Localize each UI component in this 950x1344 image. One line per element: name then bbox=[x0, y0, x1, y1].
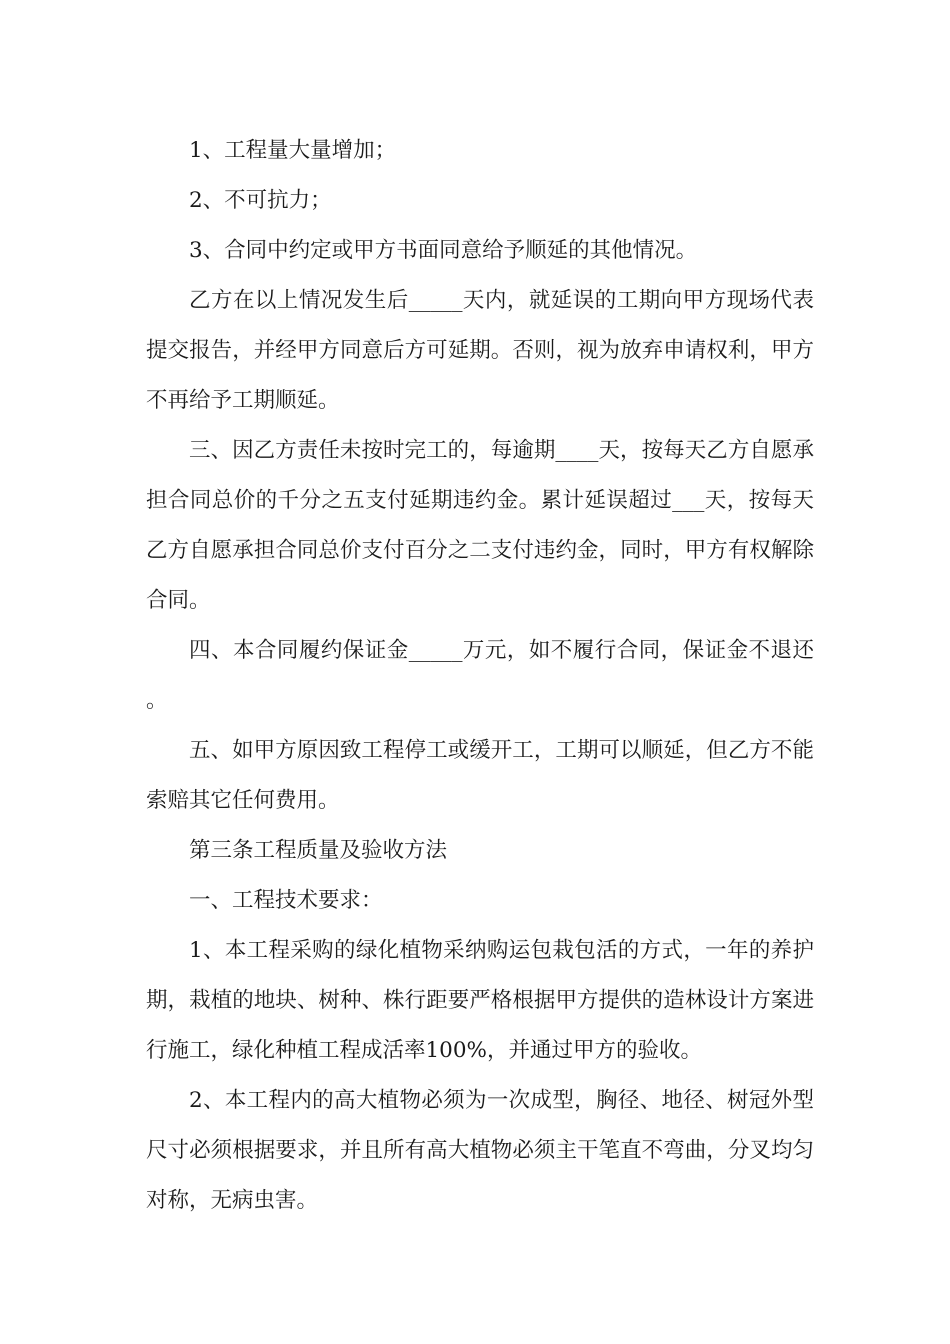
document-body bbox=[146, 126, 814, 1226]
section-heading: 第三条工程质量及验收方法 bbox=[189, 838, 448, 863]
paragraph: 乙方在以上情况发生后_____天内，就延误的工期向甲方现场代表提交报告，并经甲方同意后方可延期。否则，视为放弃申请权利，甲方不再给予工期顺延。 bbox=[146, 288, 814, 413]
paragraph: 2、本工程内的高大植物必须为一次成型，胸径、地径、树冠外型尺寸必须根据要求，并且所有高大植物必须主干笔直不弯曲，分叉均匀对称，无病虫害。 bbox=[146, 1088, 814, 1213]
paragraph: 1、工程量大量增加； bbox=[189, 138, 397, 163]
paragraph: 2、不可抗力； bbox=[189, 188, 332, 213]
paragraph: 四、本合同履约保证金_____万元，如不履行合同，保证金不退还。 bbox=[146, 638, 814, 713]
paragraph: 五、如甲方原因致工程停工或缓开工，工期可以顺延，但乙方不能索赔其它任何费用。 bbox=[146, 738, 814, 813]
paragraph: 3、合同中约定或甲方书面同意给予顺延的其他情况。 bbox=[189, 238, 698, 263]
paragraph: 三、因乙方责任未按时完工的，每逾期____天，按每天乙方自愿承担合同总价的千分之五支付延期违约金。累计延误超过___天，按每天乙方自愿承担合同总价支付百分之二支付违约金，同时，甲方有权解除合同。 bbox=[146, 438, 814, 613]
subsection-heading: 一、工程技术要求： bbox=[189, 888, 383, 913]
paragraph: 1、本工程采购的绿化植物采纳购运包栽包活的方式，一年的养护期，栽植的地块、树种、株行距要严格根据甲方提供的造林设计方案进行施工，绿化种植工程成活率100%，并通过甲方的验收。 bbox=[146, 938, 814, 1063]
